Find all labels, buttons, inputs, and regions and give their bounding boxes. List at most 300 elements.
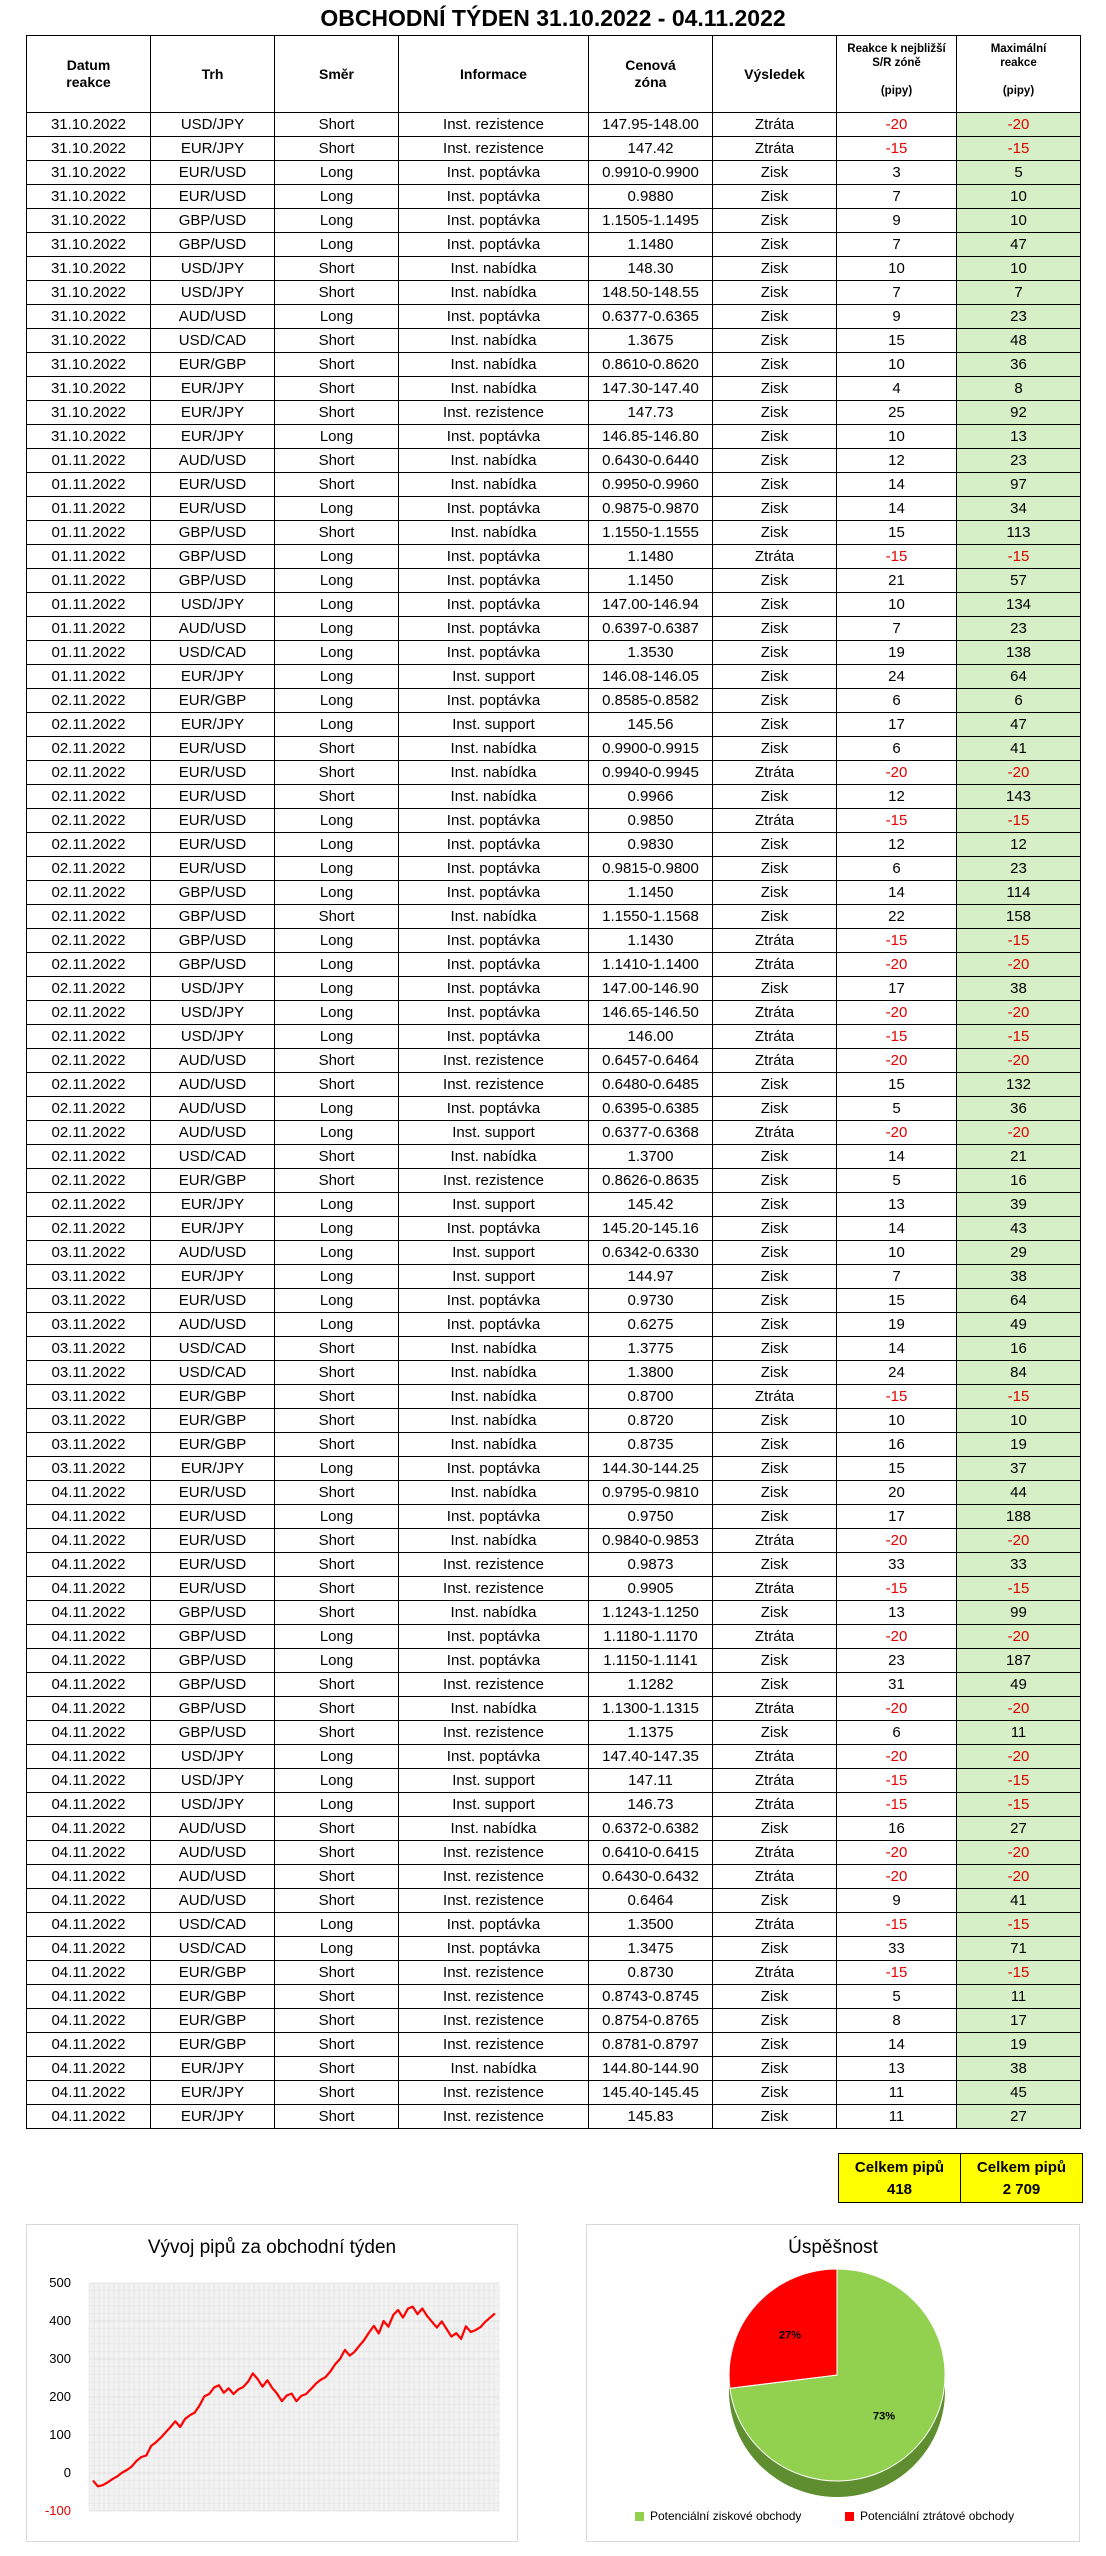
cell-reaction: 10 <box>837 257 957 281</box>
cell-reaction: 12 <box>837 449 957 473</box>
cell-result: Ztráta <box>713 1025 837 1049</box>
cell-reaction: 24 <box>837 665 957 689</box>
cell-date: 02.11.2022 <box>27 1049 151 1073</box>
cell-pair: EUR/USD <box>151 737 275 761</box>
cell-date: 03.11.2022 <box>27 1265 151 1289</box>
cell-pair: EUR/GBP <box>151 1169 275 1193</box>
cell-pair: EUR/JPY <box>151 1217 275 1241</box>
cell-reaction: 12 <box>837 785 957 809</box>
table-row <box>27 809 1081 833</box>
cell-reaction: 4 <box>837 377 957 401</box>
cell-direction: Long <box>275 1265 399 1289</box>
cell-zone: 1.1282 <box>589 1673 713 1697</box>
cell-result: Zisk <box>713 977 837 1001</box>
cell-result: Zisk <box>713 593 837 617</box>
cell-pair: EUR/USD <box>151 857 275 881</box>
table-row <box>27 209 1081 233</box>
cell-zone: 1.1450 <box>589 881 713 905</box>
cell-max-reaction: 11 <box>957 1721 1081 1745</box>
cell-info: Inst. nabídka <box>399 1529 589 1553</box>
cell-reaction: -15 <box>837 1769 957 1793</box>
cell-result: Zisk <box>713 257 837 281</box>
cell-zone: 0.9966 <box>589 785 713 809</box>
cell-direction: Long <box>275 1217 399 1241</box>
cell-result: Zisk <box>713 305 837 329</box>
table-row <box>27 977 1081 1001</box>
cell-pair: EUR/JPY <box>151 425 275 449</box>
cell-direction: Long <box>275 1505 399 1529</box>
cell-reaction: -20 <box>837 1865 957 1889</box>
cell-info: Inst. rezistence <box>399 2009 589 2033</box>
table-row <box>27 665 1081 689</box>
cell-reaction: 17 <box>837 1505 957 1529</box>
cell-max-reaction: 41 <box>957 737 1081 761</box>
cell-zone: 145.40-145.45 <box>589 2081 713 2105</box>
table-row <box>27 2057 1081 2081</box>
cell-result: Ztráta <box>713 1121 837 1145</box>
cell-max-reaction: 10 <box>957 185 1081 209</box>
cell-zone: 146.65-146.50 <box>589 1001 713 1025</box>
cell-max-reaction: -15 <box>957 1025 1081 1049</box>
page-title: OBCHODNÍ TÝDEN 31.10.2022 - 04.11.2022 <box>320 5 786 31</box>
table-row <box>27 1769 1081 1793</box>
cell-result: Zisk <box>713 185 837 209</box>
pie-chart-title: Úspěšnost <box>788 2237 878 2258</box>
table-row <box>27 353 1081 377</box>
cell-direction: Short <box>275 1073 399 1097</box>
cell-max-reaction: 37 <box>957 1457 1081 1481</box>
cell-result: Ztráta <box>713 953 837 977</box>
cell-zone: 0.8743-0.8745 <box>589 1985 713 2009</box>
cell-info: Inst. rezistence <box>399 1841 589 1865</box>
cell-max-reaction: 41 <box>957 1889 1081 1913</box>
cell-direction: Long <box>275 689 399 713</box>
cell-max-reaction: -15 <box>957 1961 1081 1985</box>
cell-pair: AUD/USD <box>151 1865 275 1889</box>
table-row <box>27 761 1081 785</box>
cell-info: Inst. rezistence <box>399 1049 589 1073</box>
cell-info: Inst. rezistence <box>399 1721 589 1745</box>
cell-date: 31.10.2022 <box>27 281 151 305</box>
cell-pair: EUR/JPY <box>151 2057 275 2081</box>
cell-direction: Long <box>275 425 399 449</box>
table-row <box>27 617 1081 641</box>
cell-direction: Short <box>275 1049 399 1073</box>
cell-zone: 0.6395-0.6385 <box>589 1097 713 1121</box>
table-row <box>27 1577 1081 1601</box>
cell-direction: Short <box>275 401 399 425</box>
cell-direction: Short <box>275 137 399 161</box>
table-row <box>27 1889 1081 1913</box>
table-row <box>27 569 1081 593</box>
cell-direction: Long <box>275 1913 399 1937</box>
cell-reaction: 7 <box>837 233 957 257</box>
cell-direction: Short <box>275 1169 399 1193</box>
cell-max-reaction: -20 <box>957 1841 1081 1865</box>
cell-reaction: -15 <box>837 545 957 569</box>
cell-result: Zisk <box>713 1073 837 1097</box>
cell-result: Zisk <box>713 1457 837 1481</box>
cell-max-reaction: 6 <box>957 689 1081 713</box>
cell-date: 02.11.2022 <box>27 977 151 1001</box>
cell-max-reaction: 8 <box>957 377 1081 401</box>
cell-result: Zisk <box>713 737 837 761</box>
cell-zone: 145.83 <box>589 2105 713 2129</box>
pie-label-win: 73% <box>872 2410 896 2423</box>
cell-info: Inst. support <box>399 665 589 689</box>
cell-reaction: 10 <box>837 425 957 449</box>
cell-reaction: -20 <box>837 953 957 977</box>
header-max-reaction: Maximální reakce (pipy) <box>957 36 1081 113</box>
cell-max-reaction: 47 <box>957 233 1081 257</box>
header-pair: Trh <box>151 36 275 113</box>
cell-info: Inst. nabídka <box>399 1385 589 1409</box>
cell-info: Inst. nabídka <box>399 1697 589 1721</box>
total-value: 2 709 <box>1002 2181 1041 2198</box>
cell-max-reaction: 92 <box>957 401 1081 425</box>
cell-date: 02.11.2022 <box>27 1121 151 1145</box>
cell-direction: Long <box>275 1745 399 1769</box>
cell-zone: 0.9880 <box>589 185 713 209</box>
cell-result: Zisk <box>713 833 837 857</box>
cell-direction: Short <box>275 1145 399 1169</box>
cell-zone: 0.9850 <box>589 809 713 833</box>
cell-max-reaction: 16 <box>957 1169 1081 1193</box>
cell-zone: 146.85-146.80 <box>589 425 713 449</box>
cell-info: Inst. nabídka <box>399 1433 589 1457</box>
cell-zone: 0.6410-0.6415 <box>589 1841 713 1865</box>
cell-zone: 148.30 <box>589 257 713 281</box>
cell-direction: Short <box>275 329 399 353</box>
cell-max-reaction: 27 <box>957 2105 1081 2129</box>
cell-pair: GBP/USD <box>151 881 275 905</box>
cell-info: Inst. poptávka <box>399 1289 589 1313</box>
cell-zone: 0.6457-0.6464 <box>589 1049 713 1073</box>
cell-zone: 148.50-148.55 <box>589 281 713 305</box>
cell-max-reaction: 36 <box>957 1097 1081 1121</box>
cell-reaction: 19 <box>837 641 957 665</box>
cell-date: 31.10.2022 <box>27 353 151 377</box>
cell-date: 31.10.2022 <box>27 401 151 425</box>
cell-max-reaction: 57 <box>957 569 1081 593</box>
cell-direction: Short <box>275 737 399 761</box>
cell-max-reaction: 17 <box>957 2009 1081 2033</box>
cell-reaction: -15 <box>837 1913 957 1937</box>
cell-reaction: 19 <box>837 1313 957 1337</box>
cell-result: Zisk <box>713 1409 837 1433</box>
cell-result: Zisk <box>713 665 837 689</box>
cell-zone: 147.42 <box>589 137 713 161</box>
cell-pair: GBP/USD <box>151 1601 275 1625</box>
cell-info: Inst. poptávka <box>399 593 589 617</box>
cell-zone: 0.9830 <box>589 833 713 857</box>
cell-result: Zisk <box>713 161 837 185</box>
table-row <box>27 1361 1081 1385</box>
cell-reaction: -20 <box>837 1745 957 1769</box>
cell-date: 04.11.2022 <box>27 1625 151 1649</box>
cell-pair: USD/JPY <box>151 1001 275 1025</box>
cell-pair: USD/JPY <box>151 281 275 305</box>
cell-pair: EUR/USD <box>151 185 275 209</box>
cell-max-reaction: -20 <box>957 1001 1081 1025</box>
cell-zone: 145.20-145.16 <box>589 1217 713 1241</box>
cell-zone: 0.8610-0.8620 <box>589 353 713 377</box>
cell-zone: 1.3475 <box>589 1937 713 1961</box>
table-row <box>27 1841 1081 1865</box>
cell-date: 02.11.2022 <box>27 1169 151 1193</box>
cell-date: 04.11.2022 <box>27 1913 151 1937</box>
cell-pair: AUD/USD <box>151 1097 275 1121</box>
cell-result: Zisk <box>713 209 837 233</box>
cell-date: 02.11.2022 <box>27 1025 151 1049</box>
cell-zone: 1.3530 <box>589 641 713 665</box>
cell-direction: Long <box>275 641 399 665</box>
cell-max-reaction: -15 <box>957 929 1081 953</box>
legend-swatch-win <box>635 2512 644 2521</box>
cell-date: 02.11.2022 <box>27 1217 151 1241</box>
cell-zone: 0.9840-0.9853 <box>589 1529 713 1553</box>
cell-pair: AUD/USD <box>151 1817 275 1841</box>
cell-max-reaction: 11 <box>957 1985 1081 2009</box>
cell-zone: 1.3500 <box>589 1913 713 1937</box>
table-row <box>27 1625 1081 1649</box>
cell-reaction: 11 <box>837 2081 957 2105</box>
cell-info: Inst. rezistence <box>399 1865 589 1889</box>
cell-direction: Short <box>275 1337 399 1361</box>
cell-reaction: 7 <box>837 1265 957 1289</box>
cell-result: Zisk <box>713 2105 837 2129</box>
table-row <box>27 1217 1081 1241</box>
cell-pair: GBP/USD <box>151 1649 275 1673</box>
cell-reaction: -20 <box>837 1001 957 1025</box>
cell-reaction: 24 <box>837 1361 957 1385</box>
cell-info: Inst. nabídka <box>399 1481 589 1505</box>
cell-max-reaction: -20 <box>957 1529 1081 1553</box>
cell-reaction: 6 <box>837 737 957 761</box>
cell-info: Inst. support <box>399 1793 589 1817</box>
cell-max-reaction: 158 <box>957 905 1081 929</box>
cell-result: Zisk <box>713 713 837 737</box>
cell-pair: EUR/JPY <box>151 2081 275 2105</box>
cell-direction: Short <box>275 761 399 785</box>
table-row <box>27 281 1081 305</box>
cell-max-reaction: 5 <box>957 161 1081 185</box>
cell-pair: EUR/JPY <box>151 2105 275 2129</box>
y-tick-label: 400 <box>49 2313 71 2328</box>
cell-pair: AUD/USD <box>151 1073 275 1097</box>
table-row <box>27 1385 1081 1409</box>
cell-pair: EUR/GBP <box>151 1409 275 1433</box>
table-row <box>27 833 1081 857</box>
cell-zone: 146.08-146.05 <box>589 665 713 689</box>
cell-max-reaction: -15 <box>957 809 1081 833</box>
table-row <box>27 2081 1081 2105</box>
cell-reaction: 9 <box>837 305 957 329</box>
trades-table <box>26 35 1081 2129</box>
cell-info: Inst. poptávka <box>399 929 589 953</box>
table-row <box>27 1745 1081 1769</box>
table-row <box>27 1097 1081 1121</box>
cell-max-reaction: 19 <box>957 2033 1081 2057</box>
cell-max-reaction: 49 <box>957 1313 1081 1337</box>
cell-result: Zisk <box>713 329 837 353</box>
table-row <box>27 905 1081 929</box>
cell-max-reaction: -20 <box>957 953 1081 977</box>
table-row <box>27 1793 1081 1817</box>
cell-pair: GBP/USD <box>151 905 275 929</box>
cell-max-reaction: 187 <box>957 1649 1081 1673</box>
cell-pair: EUR/GBP <box>151 1385 275 1409</box>
cell-date: 04.11.2022 <box>27 1745 151 1769</box>
cell-result: Zisk <box>713 1673 837 1697</box>
cell-date: 02.11.2022 <box>27 929 151 953</box>
cell-info: Inst. nabídka <box>399 473 589 497</box>
cell-max-reaction: 43 <box>957 1217 1081 1241</box>
cell-result: Ztráta <box>713 1625 837 1649</box>
cell-direction: Short <box>275 1841 399 1865</box>
cell-info: Inst. support <box>399 1265 589 1289</box>
cell-reaction: 9 <box>837 1889 957 1913</box>
cell-zone: 0.9910-0.9900 <box>589 161 713 185</box>
cell-reaction: 7 <box>837 281 957 305</box>
cell-date: 02.11.2022 <box>27 1193 151 1217</box>
cell-pair: EUR/JPY <box>151 665 275 689</box>
cell-max-reaction: 138 <box>957 641 1081 665</box>
cell-date: 31.10.2022 <box>27 137 151 161</box>
cell-result: Zisk <box>713 281 837 305</box>
cell-reaction: -20 <box>837 761 957 785</box>
cell-info: Inst. poptávka <box>399 833 589 857</box>
cell-result: Ztráta <box>713 1577 837 1601</box>
cell-max-reaction: 33 <box>957 1553 1081 1577</box>
cell-info: Inst. rezistence <box>399 1961 589 1985</box>
cell-pair: AUD/USD <box>151 1049 275 1073</box>
cell-max-reaction: -15 <box>957 545 1081 569</box>
cell-result: Zisk <box>713 641 837 665</box>
cell-direction: Long <box>275 1121 399 1145</box>
cell-reaction: 14 <box>837 2033 957 2057</box>
cell-pair: AUD/USD <box>151 1889 275 1913</box>
cell-pair: USD/CAD <box>151 1361 275 1385</box>
cell-pair: EUR/USD <box>151 1505 275 1529</box>
cell-max-reaction: 45 <box>957 2081 1081 2105</box>
cell-pair: AUD/USD <box>151 449 275 473</box>
cell-direction: Short <box>275 281 399 305</box>
table-row <box>27 2105 1081 2129</box>
cell-direction: Long <box>275 809 399 833</box>
table-row <box>27 1337 1081 1361</box>
cell-max-reaction: -15 <box>957 1913 1081 1937</box>
cell-reaction: 15 <box>837 1289 957 1313</box>
cell-pair: GBP/USD <box>151 545 275 569</box>
cell-zone: 146.73 <box>589 1793 713 1817</box>
cell-direction: Long <box>275 1649 399 1673</box>
cell-pair: EUR/GBP <box>151 1433 275 1457</box>
cell-result: Ztráta <box>713 1769 837 1793</box>
cell-result: Zisk <box>713 473 837 497</box>
cell-direction: Long <box>275 1193 399 1217</box>
table-row <box>27 1001 1081 1025</box>
cell-pair: EUR/JPY <box>151 1457 275 1481</box>
table-row <box>27 1601 1081 1625</box>
cell-zone: 0.9900-0.9915 <box>589 737 713 761</box>
cell-info: Inst. rezistence <box>399 1889 589 1913</box>
cell-direction: Short <box>275 521 399 545</box>
table-row <box>27 1649 1081 1673</box>
cell-reaction: 15 <box>837 329 957 353</box>
cell-max-reaction: -20 <box>957 1625 1081 1649</box>
cell-date: 04.11.2022 <box>27 2009 151 2033</box>
cell-pair: GBP/USD <box>151 1697 275 1721</box>
total-label: Celkem pipů <box>854 2159 945 2176</box>
table-row <box>27 785 1081 809</box>
table-row <box>27 1169 1081 1193</box>
cell-pair: USD/CAD <box>151 1913 275 1937</box>
cell-direction: Short <box>275 1553 399 1577</box>
cell-pair: USD/JPY <box>151 1745 275 1769</box>
cell-info: Inst. nabídka <box>399 1817 589 1841</box>
table-row <box>27 1121 1081 1145</box>
cell-zone: 144.97 <box>589 1265 713 1289</box>
cell-info: Inst. poptávka <box>399 545 589 569</box>
cell-result: Ztráta <box>713 809 837 833</box>
cell-zone: 0.9795-0.9810 <box>589 1481 713 1505</box>
line-chart <box>27 2225 517 2541</box>
cell-date: 02.11.2022 <box>27 809 151 833</box>
cell-max-reaction: -20 <box>957 1865 1081 1889</box>
cell-result: Ztráta <box>713 1961 837 1985</box>
cell-zone: 0.9940-0.9945 <box>589 761 713 785</box>
cell-date: 31.10.2022 <box>27 185 151 209</box>
cell-result: Zisk <box>713 233 837 257</box>
cell-zone: 0.6430-0.6440 <box>589 449 713 473</box>
cell-reaction: -20 <box>837 1625 957 1649</box>
cell-max-reaction: -15 <box>957 137 1081 161</box>
cell-pair: EUR/GBP <box>151 2033 275 2057</box>
cell-result: Zisk <box>713 1817 837 1841</box>
cell-reaction: 6 <box>837 1721 957 1745</box>
cell-direction: Long <box>275 1937 399 1961</box>
cell-direction: Short <box>275 473 399 497</box>
cell-zone: 0.6372-0.6382 <box>589 1817 713 1841</box>
cell-max-reaction: 132 <box>957 1073 1081 1097</box>
cell-reaction: 15 <box>837 521 957 545</box>
cell-zone: 0.8626-0.8635 <box>589 1169 713 1193</box>
cell-result: Zisk <box>713 2057 837 2081</box>
cell-max-reaction: 29 <box>957 1241 1081 1265</box>
table-row <box>27 1481 1081 1505</box>
table-row <box>27 1673 1081 1697</box>
cell-pair: GBP/USD <box>151 233 275 257</box>
cell-result: Ztráta <box>713 545 837 569</box>
cell-date: 03.11.2022 <box>27 1457 151 1481</box>
cell-zone: 147.00-146.90 <box>589 977 713 1001</box>
cell-direction: Long <box>275 953 399 977</box>
cell-info: Inst. poptávka <box>399 1649 589 1673</box>
cell-pair: USD/CAD <box>151 1145 275 1169</box>
cell-pair: AUD/USD <box>151 1241 275 1265</box>
cell-pair: EUR/USD <box>151 1289 275 1313</box>
cell-reaction: -20 <box>837 1841 957 1865</box>
cell-zone: 0.8730 <box>589 1961 713 1985</box>
cell-reaction: 21 <box>837 569 957 593</box>
cell-info: Inst. support <box>399 1241 589 1265</box>
table-row <box>27 377 1081 401</box>
table-row <box>27 1505 1081 1529</box>
cell-max-reaction: -20 <box>957 761 1081 785</box>
cell-date: 02.11.2022 <box>27 953 151 977</box>
cell-zone: 1.1430 <box>589 929 713 953</box>
